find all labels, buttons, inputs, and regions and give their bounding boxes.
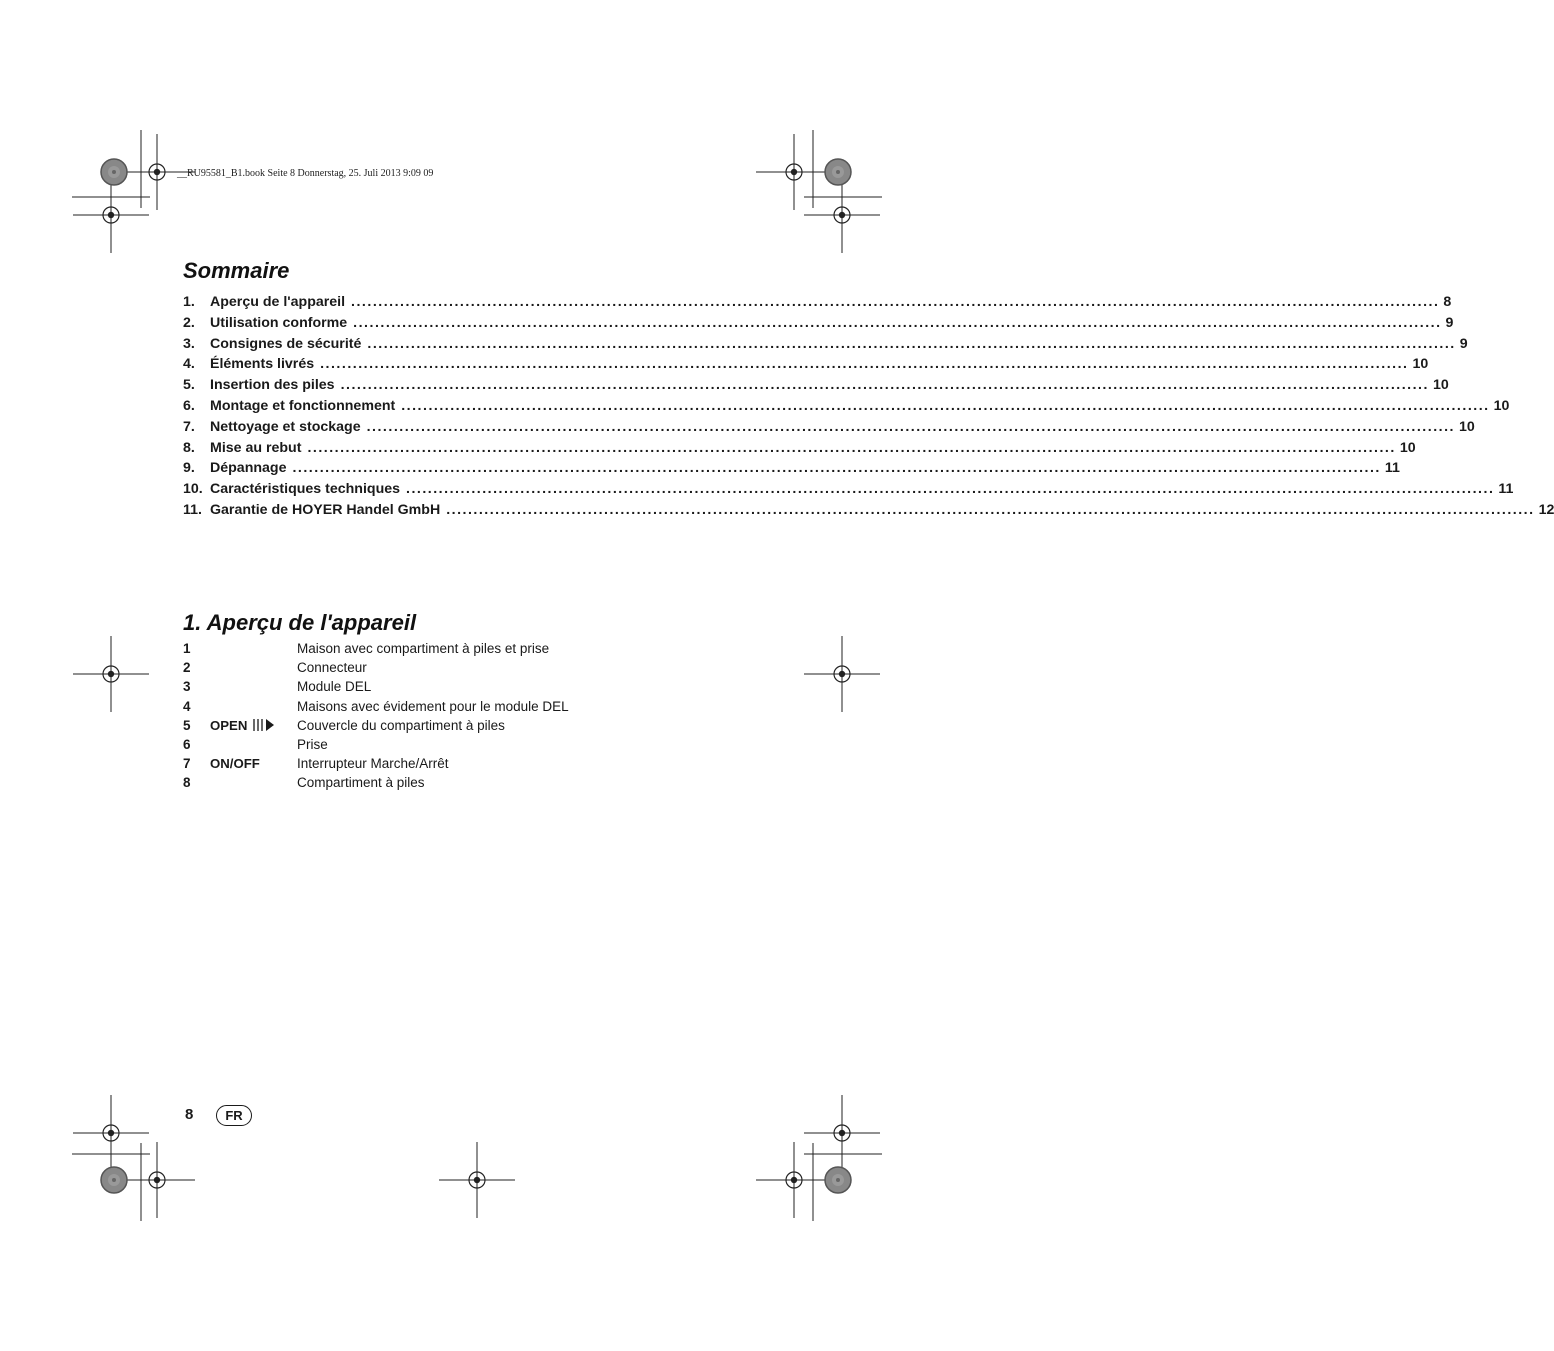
toc-entry[interactable] [183,439,1416,461]
part-description: Prise [297,736,328,752]
toc-entry-title: Caractéristiques techniques [210,481,401,498]
toc-entry-title: Aperçu de l'appareil [210,294,346,310]
toc-entry[interactable] [183,377,1449,398]
toc-entry-number: 2. [183,314,195,331]
toc-entry-number: 9. [183,460,195,477]
page-number: 8 [185,1106,194,1123]
toc-leader-dots: ........................................................................................................................................................................................................ [292,460,1381,477]
toc-entry-title: Dépannage [210,460,287,477]
toc-entry[interactable] [183,335,1468,357]
toc-entry[interactable] [183,397,1510,419]
toc-entry-page: 10 [1458,418,1475,435]
open-arrow-icon [251,718,277,732]
toc-entry-page: 11 [1498,481,1514,498]
part-description: Connecteur [297,660,367,676]
toc-entry-number: 11. [183,501,202,518]
toc-entry[interactable] [183,460,1400,481]
toc-entry-number: 10. [183,481,203,498]
part-item [183,679,743,698]
part-description: Compartiment à piles [297,775,425,791]
toc-leader-dots: ........................................................................................................................................................................................................ [353,314,1442,331]
toc-entry-number: 1. [183,294,195,310]
part-number: 8 [183,775,191,791]
toc-entry-number: 8. [183,439,195,456]
toc-leader-dots: ........................................................................................................................................................................................................ [320,356,1409,373]
part-item [183,660,743,679]
part-number: 5 [183,717,191,733]
toc-entry-title: Insertion des piles [210,377,335,394]
part-number: 4 [183,698,191,714]
part-item [183,775,743,794]
toc-entry-page: 10 [1493,397,1510,414]
toc-entry-page: 8 [1443,294,1452,310]
part-number: 2 [183,660,191,676]
part-description: Module DEL [297,679,372,695]
part-description: Maisons avec évidement pour le module DEL [297,698,569,714]
language-badge: FR [216,1105,252,1126]
toc-entry-page: 10 [1432,377,1449,394]
toc-entry[interactable] [183,501,1554,523]
toc-entry-page: 10 [1412,356,1429,373]
toc-entry-title: Consignes de sécurité [210,335,362,352]
part-number: 6 [183,736,191,752]
part-item [183,699,743,718]
toc-entry-title: Éléments livrés [210,356,315,373]
toc-leader-dots: ........................................................................................................................................................................................................ [367,335,1456,352]
toc-leader-dots: ........................................................................................................................................................................................................ [307,439,1396,456]
print-header: __RU95581_B1.book Seite 8 Donnerstag, 25. Juli 2013 9:09 09 [177,168,434,179]
toc-entry-title: Nettoyage et stockage [210,418,361,435]
toc-entry-number: 6. [183,397,195,414]
part-label: OPEN [210,718,297,733]
parts-list [183,641,743,795]
part-item [183,641,743,660]
toc-leader-dots: ........................................................................................................................................................................................................ [351,294,1440,310]
toc-title: Sommaire [183,258,290,283]
part-number: 3 [183,679,191,695]
part-item [183,737,743,756]
toc-entry[interactable] [183,314,1454,336]
toc-entry[interactable] [183,294,1452,315]
toc-entry-page: 10 [1399,439,1416,456]
toc-entry[interactable] [183,418,1475,440]
toc-entry-title: Montage et fonctionnement [210,397,396,414]
toc-entry-title: Utilisation conforme [210,314,348,331]
toc-entry-number: 3. [183,335,195,352]
toc-entry-number: 7. [183,418,195,435]
table-of-contents [183,294,1554,523]
toc-entry-title: Garantie de HOYER Handel GmbH [210,501,441,518]
section-title: 1. Aperçu de l'appareil [183,610,417,635]
part-label: ON/OFF [210,756,260,772]
toc-leader-dots: ........................................................................................................................................................................................................ [366,418,1455,435]
toc-leader-dots: ........................................................................................................................................................................................................ [340,377,1429,394]
toc-entry-number: 4. [183,356,195,373]
toc-leader-dots: ........................................................................................................................................................................................................ [401,397,1490,414]
toc-entry-title: Mise au rebut [210,439,302,456]
toc-entry[interactable] [183,356,1429,377]
toc-leader-dots: ........................................................................................................................................................................................................ [446,501,1535,518]
toc-entry-page: 9 [1445,314,1454,331]
toc-entry-page: 9 [1459,335,1468,352]
part-number: 7 [183,756,191,772]
part-description: Interrupteur Marche/Arrêt [297,756,449,772]
part-number: 1 [183,641,191,656]
toc-entry-page: 11 [1384,460,1400,477]
toc-entry-page: 12 [1538,501,1554,518]
toc-entry[interactable] [183,481,1514,502]
toc-leader-dots: ........................................................................................................................................................................................................ [406,481,1495,498]
part-description: Couvercle du compartiment à piles [297,717,505,733]
part-description: Maison avec compartiment à piles et prise [297,641,550,656]
part-item [183,756,743,775]
toc-entry-number: 5. [183,377,195,394]
part-item [183,718,743,737]
